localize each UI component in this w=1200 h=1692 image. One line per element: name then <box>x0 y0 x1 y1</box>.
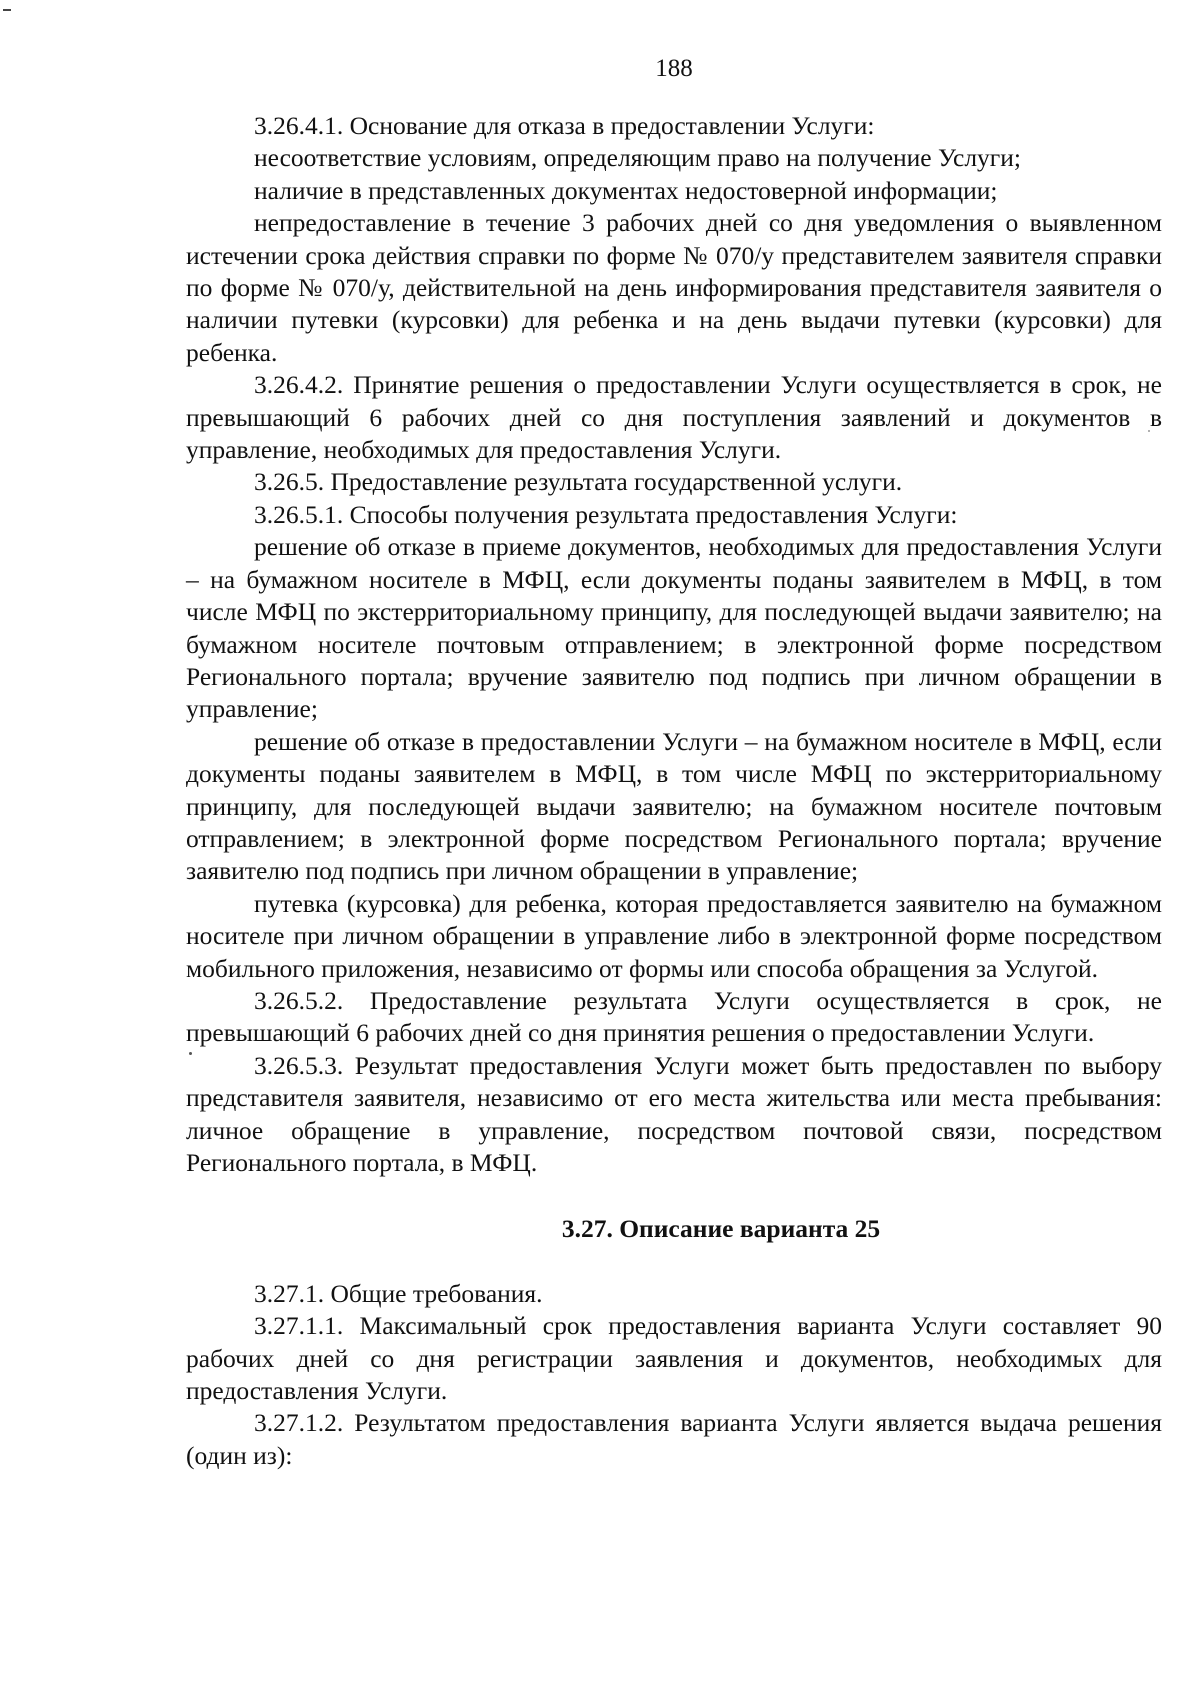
paragraph: 3.26.4.2. Принятие решения о предоставлении Услуги осуществляется в срок, не превышающий 6 рабочих дней со дня поступления заявлений и документов в управление, необходимых для предоставления Услуги. <box>186 370 1162 465</box>
paragraph: наличие в представленных документах недостоверной информации; <box>254 175 998 205</box>
paragraph: 3.27.1.2. Результатом предоставления варианта Услуги является выдача решения (один из): <box>186 1408 1162 1470</box>
paragraph: непредоставление в течение 3 рабочих дней со дня уведомления о выявленном истечении срока действия справки по форме № 070/у представителем заявителя справки по форме № 070/у, действительной на день информирования представителя заявителя о наличии путевки (курсовки) для ребенка и на день выдачи путевки (курсовки) для ребенка. <box>186 208 1162 367</box>
section-heading: 3.27. Описание варианта 25 <box>561 1214 881 1244</box>
paragraph: 3.26.5.3. Результат предоставления Услуги может быть предоставлен по выбору представителя заявителя, независимо от его места жительства или места пребывания: личное обращение в управление, посредством почтовой связи, посредством Регионального портала, в МФЦ. <box>186 1050 1162 1177</box>
paragraph: решение об отказе в предоставлении Услуги – на бумажном носителе в МФЦ, если документы поданы заявителем в МФЦ, в том числе МФЦ по экстерриториальному принципу, для последующей выдачи заявителю; на бумажном носителе почтовым отправлением; в электронной форме посредством Регионального портала; вручение заявителю под подпись при личном обращении в управление; <box>186 726 1162 886</box>
paragraph: несоответствие условиям, определяющим право на получение Услуги; <box>254 143 1021 173</box>
paragraph: путевка (курсовка) для ребенка, которая предоставляется заявителю на бумажном носителе при личном обращении в управление либо в электронной форме посредством мобильного приложения, независимо от формы или способа обращения за Услугой. <box>186 888 1162 983</box>
paragraph: 3.26.5.1. Способы получения результата предоставления Услуги: <box>254 499 958 529</box>
paragraph: 3.26.5.2. Предоставление результата Услуги осуществляется в срок, не превышающий 6 рабочих дней со дня принятия решения о предоставлении Услуги. <box>186 985 1162 1048</box>
scan-artifact-mark <box>3 9 11 11</box>
paragraph: 3.27.1.1. Максимальный срок предоставления варианта Услуги составляет 90 рабочих дней со дня регистрации заявления и документов, необходимых для предоставления Услуги. <box>186 1311 1162 1406</box>
page-number: 188 <box>655 55 693 82</box>
document-body <box>186 110 1162 1472</box>
paragraph: 3.26.5. Предоставление результата государственной услуги. <box>254 467 903 497</box>
paragraph: 3.26.4.1. Основание для отказа в предоставлении Услуги: <box>254 111 875 140</box>
paragraph: решение об отказе в приеме документов, необходимых для предоставления Услуги – на бумажном носителе в МФЦ, если документы поданы заявителем в МФЦ, в том числе МФЦ по экстерриториальному принципу, для последующей выдачи заявителю; на бумажном носителе почтовым отправлением; в электронной форме посредством Регионального портала; вручение заявителю под подпись при личном обращении в управление; <box>186 532 1162 724</box>
paragraph: 3.27.1. Общие требования. <box>254 1278 543 1308</box>
